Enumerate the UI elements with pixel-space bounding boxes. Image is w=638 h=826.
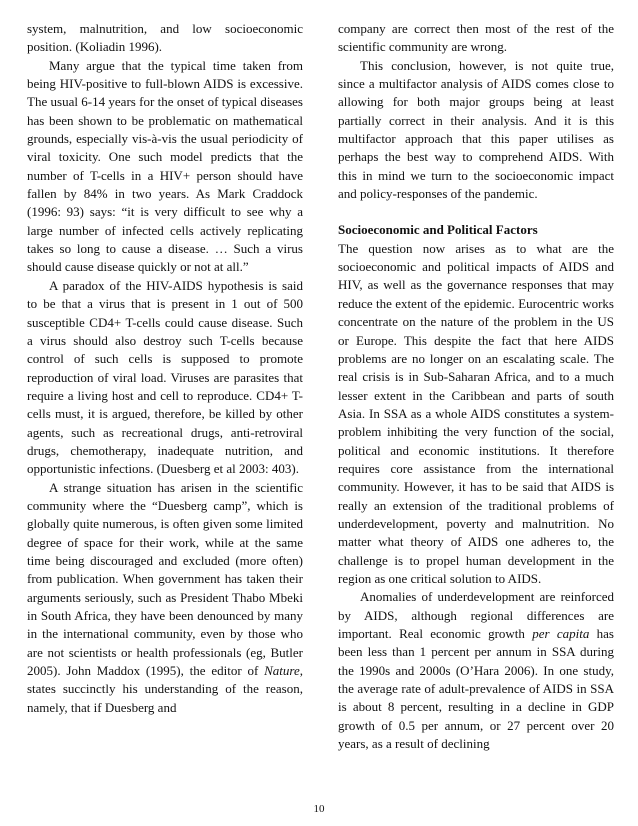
paragraph: Many argue that the typical time taken from being HIV-positive to full-blown AIDS is excessive. The usual 6-14 years for the onset of typical diseases has been shown to be problematic on mathematical grounds, especially vis-à-vis the usual periodicity of viral toxicity. One such model predicts that the number of T-cells in a HIV+ person should have fallen by 84% in two years. As Mark Craddock (1996: 93) says: “it is very difficult to see why a large number of infected cells actively replicating takes so long to cause a disease. … Such a virus should cause disease quickly or not at all.”: [27, 57, 303, 275]
paragraph: company are correct then most of the rest of the scientific community are wrong.: [338, 21, 614, 55]
paragraph: [27, 479, 303, 717]
journal-title: Nature: [264, 663, 300, 679]
paragraph-text: A strange situation has arisen in the scientific community where the “Duesberg camp”, which is globally quite numerous, is often given some limited degree of space for their work, while at the same time being discouraged and excluded (more often) from publication. When government has taken their arguments seriously, such as President Thabo Mbeki in South Africa, they have been denounced by many in the international community, even by those who are not scientists or health professionals (eg, Butler 2005). John Maddox (1995), the editor of: [27, 479, 303, 679]
section-gap: [338, 203, 614, 221]
paragraph: [338, 588, 614, 753]
left-column: [27, 20, 303, 717]
paragraph: This conclusion, however, is not quite true, since a multifactor analysis of AIDS comes close to allowing for both major groups being at least partially correct in their analysis. And it is this multifactor approach that this paper utilises as perhaps the best way to comprehend AIDS. With this in mind we turn to the socioeconomic impact and policy-responses of the pandemic.: [338, 57, 614, 202]
paragraph: system, malnutrition, and low socioeconomic position. (Koliadin 1996).: [27, 21, 303, 55]
paragraph: A paradox of the HIV-AIDS hypothesis is said to be that a virus that is present in 1 out of 500 susceptible CD4+ T-cells could cause disease. Such a virus should also destroy such T-cells because control of such cells is supposed to promote reproduction of viral load. Viruses are parasites that require a living host and cell to reproduce. CD4+ T-cells must, it is argued, therefore, be killed by other agents, such as recreational drugs, anti-retroviral drugs, chemotherapy, inadequate nutrition, and opportunistic infections. (Duesberg et al 2003: 403).: [27, 277, 303, 477]
right-column: [338, 20, 614, 753]
paragraph-text: , states succinctly his understanding of the reason, namely, that if Duesberg and: [27, 663, 303, 715]
paragraph-text: has been less than 1 percent per annum in SSA during the 1990s and 2000s (O’Hara 2006). In one study, the average rate of adult-prevalence of AIDS in SSA is about 8 percent, resulting in a decline in GDP growth of 0.5 per annum, or 27 percent over 20 years, as a result of declining: [338, 626, 614, 752]
paragraph: The question now arises as to what are the socioeconomic and political impacts of AIDS and HIV, as well as the governance responses that may reduce the extent of the epidemic. Eurocentric works concentrate on the nature of the problem in the US or Europe. This despite the fact that here AIDS problems are no longer on an escalating scale. The real crisis is in Sub-Saharan Africa, and to a much lesser extent in the Caribbean and parts of south Asia. In SSA as a whole AIDS constitutes a system-problem inhibiting the very function of the social, political and economic institutions. It therefore requires core assistance from the international community. However, it has to be said that AIDS is really an extension of the traditional problems of underdevelopment, poverty and malnutrition. No matter what theory of AIDS one adheres to, the challenge is to propel human development in the region as one critical solution to AIDS.: [338, 240, 614, 586]
page-number: 10: [313, 803, 325, 815]
paragraph-text: Anomalies of underdevelopment are reinforced by AIDS, although regional differences are important. Real economic growth: [338, 589, 614, 641]
section-heading: Socioeconomic and Political Factors: [338, 222, 538, 238]
emphasis-text: per capita: [532, 626, 590, 641]
